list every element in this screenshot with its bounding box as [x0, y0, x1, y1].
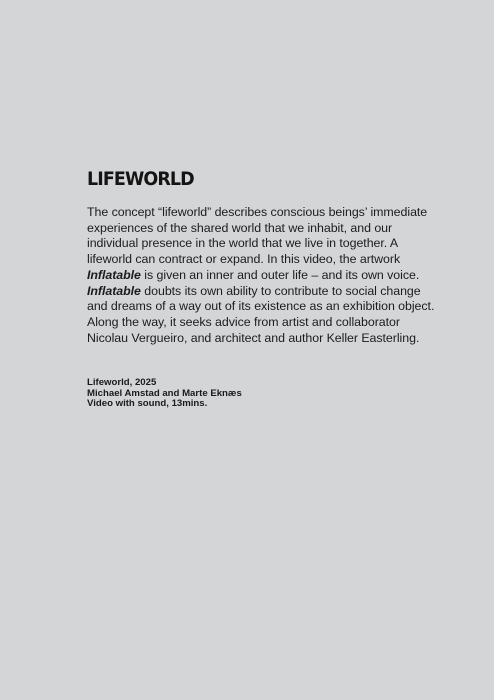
- artwork-title: Inflatable: [87, 283, 141, 298]
- description-line: Nicolau Vergueiro, and architect and author Keller Easterling.: [87, 330, 420, 345]
- artwork-title: Inflatable: [87, 267, 141, 282]
- description-line: and dreams of a way out of its existence as an exhibition object.: [87, 299, 435, 314]
- description-line: Inflatable is given an inner and outer life – and its own voice.: [87, 267, 420, 282]
- description-line: lifeworld can contract or expand. In this video, the artwork: [87, 252, 401, 267]
- credit-work: Lifeworld, 2025: [87, 377, 157, 388]
- credits-block: [87, 378, 242, 410]
- description-line: The concept “lifeworld” describes conscious beings’ immediate: [87, 205, 428, 219]
- description-line: Inflatable doubts its own ability to contribute to social change: [87, 283, 421, 298]
- description-line: Along the way, it seeks advice from artist and collaborator: [87, 314, 400, 329]
- credit-artists: Michael Amstad and Marte Eknæs: [87, 387, 242, 399]
- page-title: LIFEWORLD: [87, 169, 194, 191]
- credit-medium: Video with sound, 13mins.: [87, 398, 208, 410]
- description-line: individual presence in the world that we live in together. A: [87, 236, 399, 251]
- description-line: experiences of the shared world that we inhabit, and our: [87, 220, 393, 235]
- description-paragraph: [87, 205, 435, 346]
